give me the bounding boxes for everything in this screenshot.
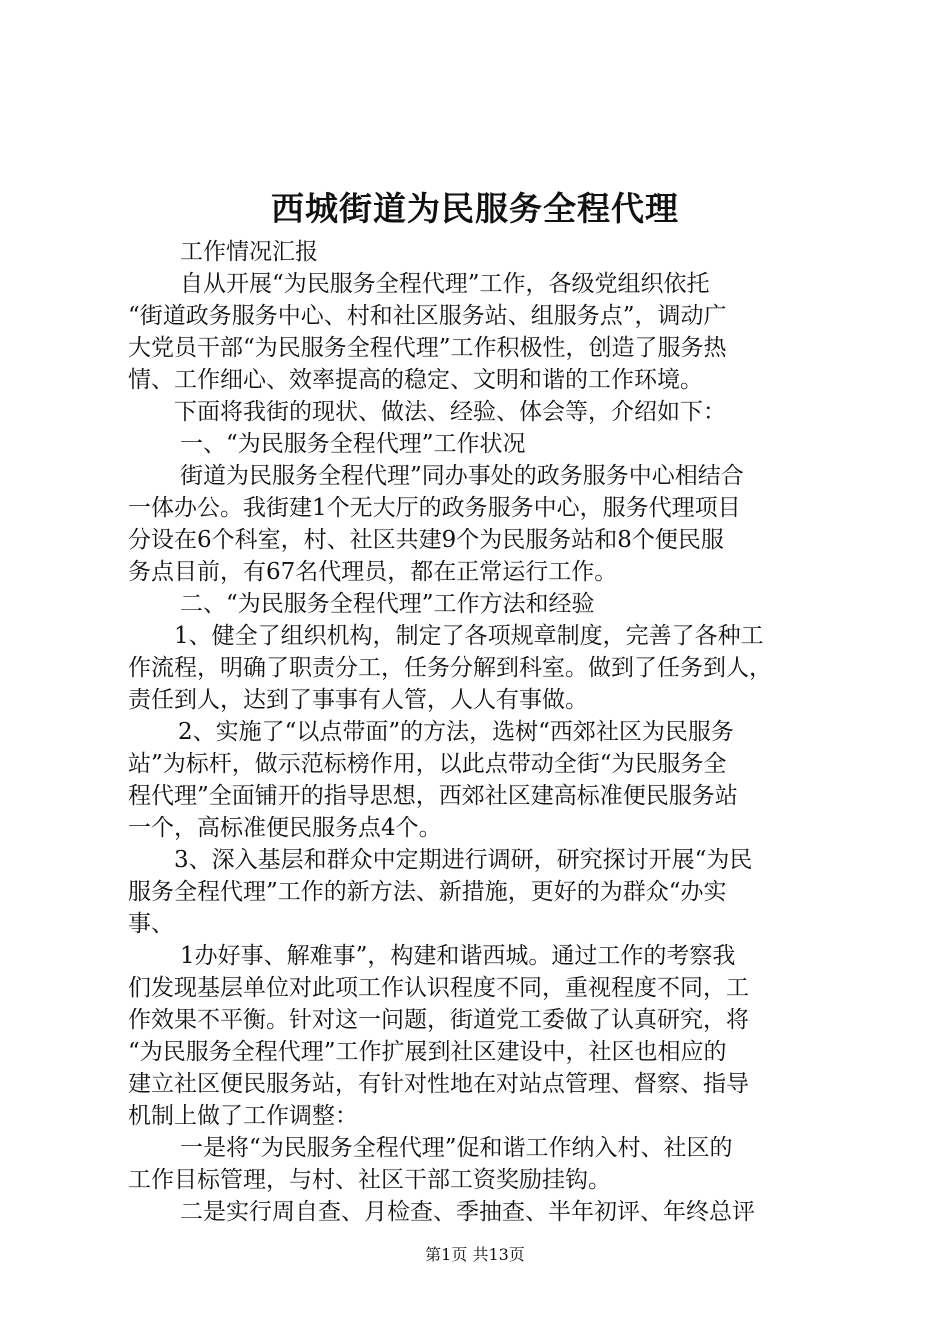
body-line: 站”为标杆，做示范标榜作用，以此点带动全街“为民服务全 [128,751,727,777]
body-line: “为民服务全程代理”工作扩展到社区建设中，社区也相应的 [128,1039,727,1065]
body-line: 二、“为民服务全程代理”工作方法和经验 [180,591,595,617]
body-line: 大党员干部“为民服务全程代理”工作积极性，创造了服务热 [128,335,727,361]
body-line: 一、“为民服务全程代理”工作状况 [180,431,526,457]
body-line: 二是实行周自查、月检查、季抽查、半年初评、年终总评 [180,1199,755,1225]
body-line: “街道政务服务中心、村和社区服务站、组服务点”，调动广 [128,303,727,329]
page-number: 第1页 共13页 [425,1245,525,1264]
body-line: 工作情况汇报 [180,239,318,265]
document-body [128,236,834,1228]
body-line: 建立社区便民服务站，有针对性地在对站点管理、督察、指导 [128,1071,749,1097]
body-line: 3、深入基层和群众中定期进行调研，研究探讨开展“为民 [174,847,753,873]
body-line: 街道为民服务全程代理”同办事处的政务服务中心相结合 [180,463,744,489]
body-line: 分设在6个科室，村、社区共建9个为民服务站和8个便民服 [128,527,724,553]
page-footer [0,1243,950,1267]
body-line: 作效果不平衡。针对这一问题，街道党工委做了认真研究，将 [128,1007,749,1033]
body-line: 2、实施了“以点带面”的方法，选树“西郊社区为民服务 [178,719,734,745]
body-line: 下面将我街的现状、做法、经验、体会等，介绍如下： [174,399,726,425]
body-line: 程代理”全面铺开的指导思想，西郊社区建高标准便民服务站 [128,783,738,809]
body-line: 情、工作细心、效率提高的稳定、文明和谐的工作环境。 [128,367,703,393]
document-title: 西城街道为民服务全程代理 [271,189,679,228]
body-line: 工作目标管理，与村、社区干部工资奖励挂钩。 [128,1167,611,1193]
body-line: 作流程，明确了职责分工，任务分解到科室。做到了任务到人， [128,655,772,681]
body-line: 1办好事、解难事”，构建和谐西城。通过工作的考察我 [180,943,736,969]
body-line: 事、 [128,911,174,937]
body-line: 机制上做了工作调整： [128,1103,358,1129]
body-line: 自从开展“为民服务全程代理”工作，各级党组织依托 [180,271,710,297]
body-line: 一是将“为民服务全程代理”促和谐工作纳入村、社区的 [180,1135,733,1161]
body-line: 服务全程代理”工作的新方法、新措施，更好的为群众“办实 [128,879,727,905]
body-line: 们发现基层单位对此项工作认识程度不同，重视程度不同，工 [128,975,749,1001]
body-line: 一个，高标准便民服务点4个。 [128,815,442,841]
body-line: 1、健全了组织机构，制定了各项规章制度，完善了各种工 [174,623,764,649]
body-line: 责任到人，达到了事事有人管，人人有事做。 [128,687,588,713]
body-line: 一体办公。我街建1个无大厅的政务服务中心，服务代理项目 [128,495,741,521]
body-line: 务点目前，有67名代理员，都在正常运行工作。 [128,559,618,585]
